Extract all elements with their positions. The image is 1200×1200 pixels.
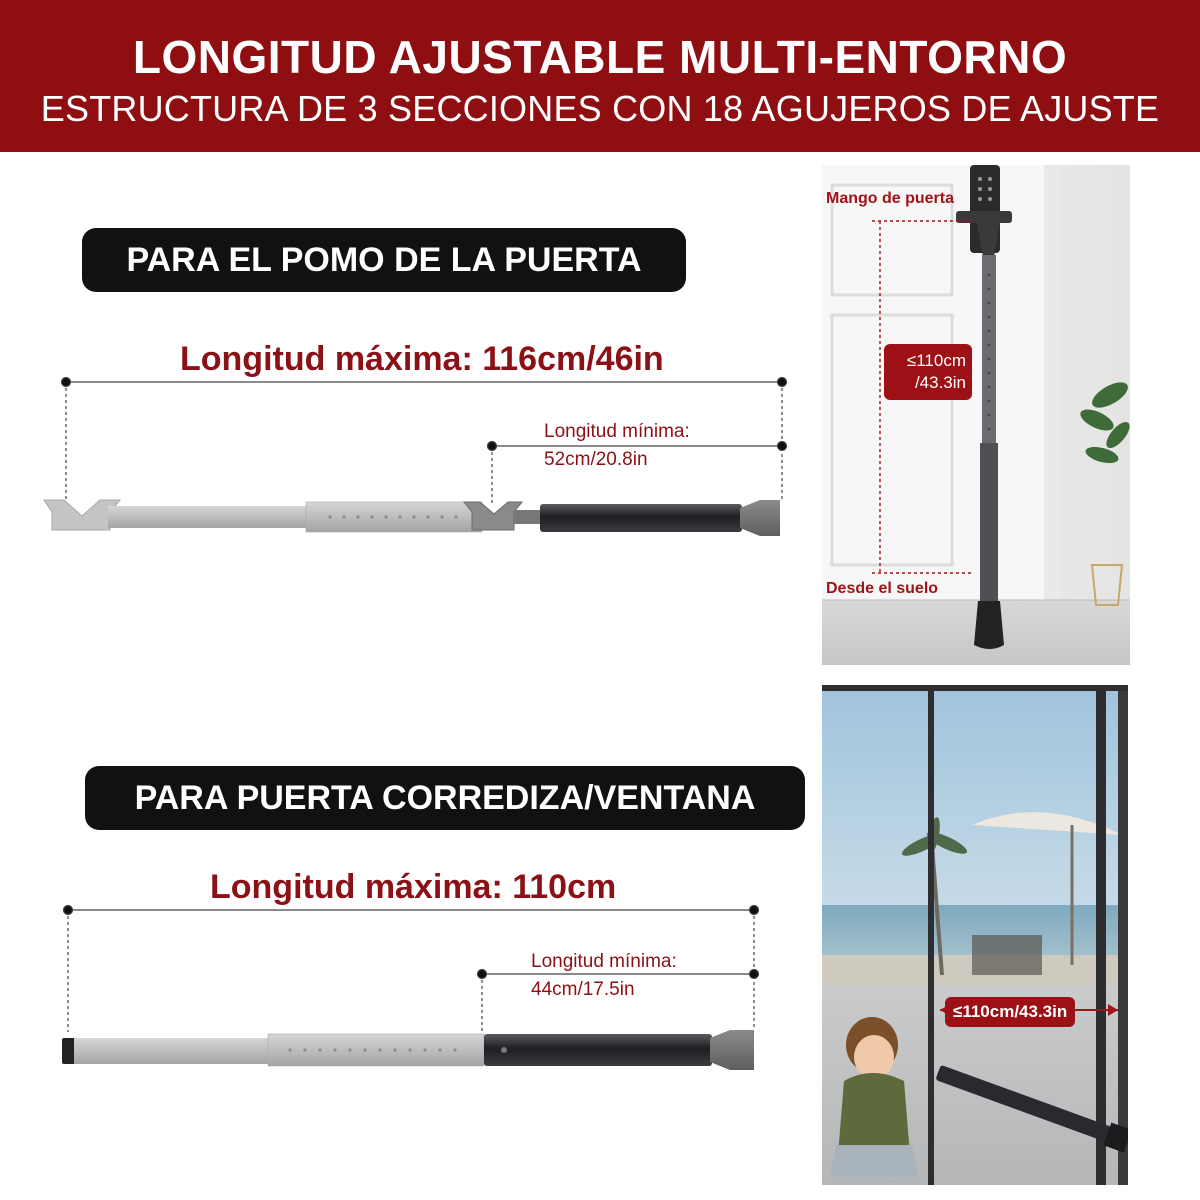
min-length-value-sliding: 44cm/17.5in [531, 979, 635, 1000]
sliding-length-tag: ≤110cm/43.3in [945, 997, 1075, 1027]
door-height-tag [884, 344, 972, 400]
door-handle-label: Mango de puerta [826, 190, 955, 207]
from-floor-label: Desde el suelo [826, 580, 939, 597]
min-dimension-line-sliding [478, 970, 759, 1037]
extended-bar-knob [44, 500, 482, 532]
collapsed-bar-sliding [484, 1030, 754, 1070]
max-dimension-line-sliding [64, 906, 759, 1033]
door-height-value-in: /43.3in [914, 373, 966, 392]
min-dimension-line-knob [488, 442, 787, 506]
door-height-value: ≤110cm [906, 351, 966, 370]
collapsed-bar-knob [464, 500, 780, 536]
max-length-label-sliding: Longitud máxima: 110cm [210, 868, 617, 906]
extended-bar-sliding [62, 1034, 484, 1066]
min-length-title-knob: Longitud mínima: [544, 421, 690, 442]
section-heading-sliding: PARA PUERTA CORREDIZA/VENTANA [85, 766, 805, 830]
max-dimension-line-knob [62, 378, 787, 501]
page-title: LONGITUD AJUSTABLE MULTI-ENTORNO [132, 31, 1068, 83]
page-subtitle: ESTRUCTURA DE 3 SECCIONES CON 18 AGUJEROS DE AJUSTE [40, 88, 1160, 129]
min-length-value-knob: 52cm/20.8in [544, 449, 648, 470]
max-length-label-knob: Longitud máxima: 116cm/46in [180, 340, 664, 378]
section-heading-knob: PARA EL POMO DE LA PUERTA [82, 228, 686, 292]
min-length-title-sliding: Longitud mínima: [531, 951, 677, 972]
photo-sliding-door [822, 685, 1128, 1185]
